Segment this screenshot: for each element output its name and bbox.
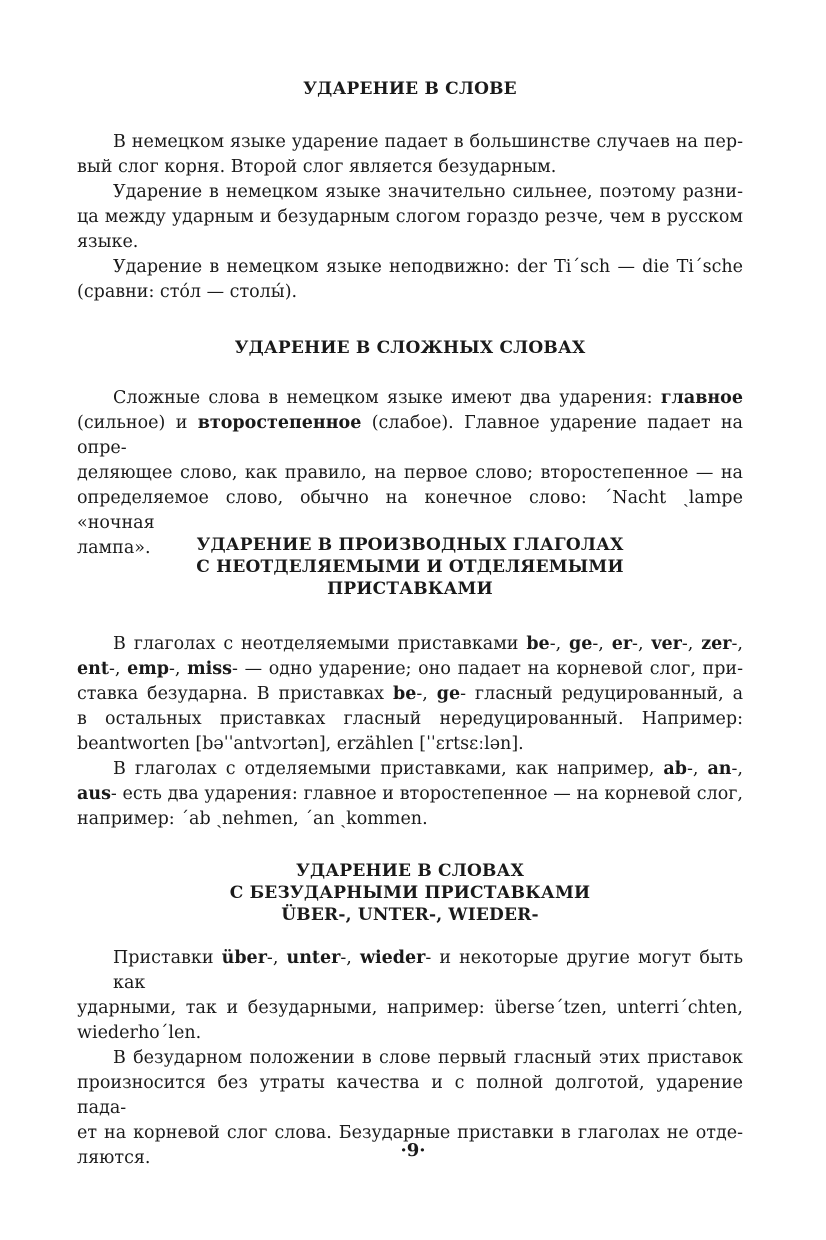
paragraph [77,757,743,832]
section-derived-verbs [77,534,743,832]
heading-line: ПРИСТАВКАМИ [327,579,493,599]
text-line: В глаголах с отделяемыми приставками, как например, ab-, an-, [113,759,743,779]
heading-line: УДАРЕНИЕ В СЛОЖНЫХ СЛОВАХ [234,338,586,358]
text-line: ставка безударна. В приставках be-, ge- гласный редуцированный, а [77,684,743,704]
section-heading [77,534,743,600]
text-line: В немецком языке ударение падает в большинстве случаев на пер- [113,132,743,152]
page-number: ·9· [400,1140,426,1161]
heading-line: ÜBER-, UNTER-, WIEDER- [281,905,539,925]
text-line: языке. [77,232,139,252]
heading-line: УДАРЕНИЕ В СЛОВАХ [296,861,524,881]
text-line: (сравни: сто́л — столы́). [77,282,298,302]
text-line: Приставки über-, unter-, wieder- и некоторые другие могут быть как [113,948,743,993]
text-line: beantworten [bəˈˈantvɔrtən], erzählen [ˈˈɛrtsɛːlən]. [77,734,524,754]
text-line: (сильное) и второстепенное (слабое). Главное ударение падает на опре- [77,413,743,458]
text-line: ет на корневой слог слова. Безударные приставки в глаголах не отде- [77,1123,743,1143]
text-line: ent-, emp-, miss- — одно ударение; оно падает на корневой слог, при- [77,659,744,679]
text-line: В глаголах с неотделяемыми приставками be-, ge-, er-, ver-, zer-, [113,634,743,654]
text-line: ударными, так и безударными, например: überse´tzen, unterri´chten, [77,998,743,1018]
paragraph [77,255,743,305]
heading-line: С БЕЗУДАРНЫМИ ПРИСТАВКАМИ [229,883,591,903]
text-line: деляющее слово, как правило, на первое слово; второстепенное — на [77,463,743,483]
paragraph [77,632,743,757]
text-line: лампа». [77,538,151,558]
text-line: ляются. [77,1148,151,1168]
paragraph [77,130,743,180]
text-line: определяемое слово, обычно на конечное слово: ´Nacht ˏlampe «ночная [77,488,743,533]
text-line: Ударение в немецком языке значительно сильнее, поэтому разни- [113,182,743,202]
text-line: вый слог корня. Второй слог является безударным. [77,157,557,177]
section-heading [77,337,743,359]
section-unstressed-prefixes [77,860,743,1171]
text-line: aus- есть два ударения: главное и второстепенное — на корневой слог, [77,784,743,804]
section-heading [77,78,743,100]
paragraph [77,946,743,1046]
heading-line: УДАРЕНИЕ В СЛОВЕ [303,79,517,99]
text-line: ца между ударным и безударным слогом гораздо резче, чем в русском [77,207,743,227]
section-word-stress [77,78,743,305]
heading-line: УДАРЕНИЕ В ПРОИЗВОДНЫХ ГЛАГОЛАХ [196,535,624,555]
text-line: Ударение в немецком языке неподвижно: der Ti´sch — die Ti´sche [113,257,743,277]
text-line: В безударном положении в слове первый гласный этих приставок [113,1048,743,1068]
text-line: в остальных приставках гласный нередуцированный. Например: [77,709,743,729]
paragraph [77,180,743,255]
section-compound-stress [77,337,743,561]
text-line: например: ´ab ˏnehmen, ´an ˏkommen. [77,809,428,829]
text-line: произносится без утраты качества и с полной долготой, ударение пада- [77,1073,743,1118]
section-heading [77,860,743,926]
text-line: wiederho´len. [77,1023,202,1043]
text-line: Сложные слова в немецком языке имеют два ударения: главное [113,388,743,408]
heading-line: С НЕОТДЕЛЯЕМЫМИ И ОТДЕЛЯЕМЫМИ [196,557,624,577]
